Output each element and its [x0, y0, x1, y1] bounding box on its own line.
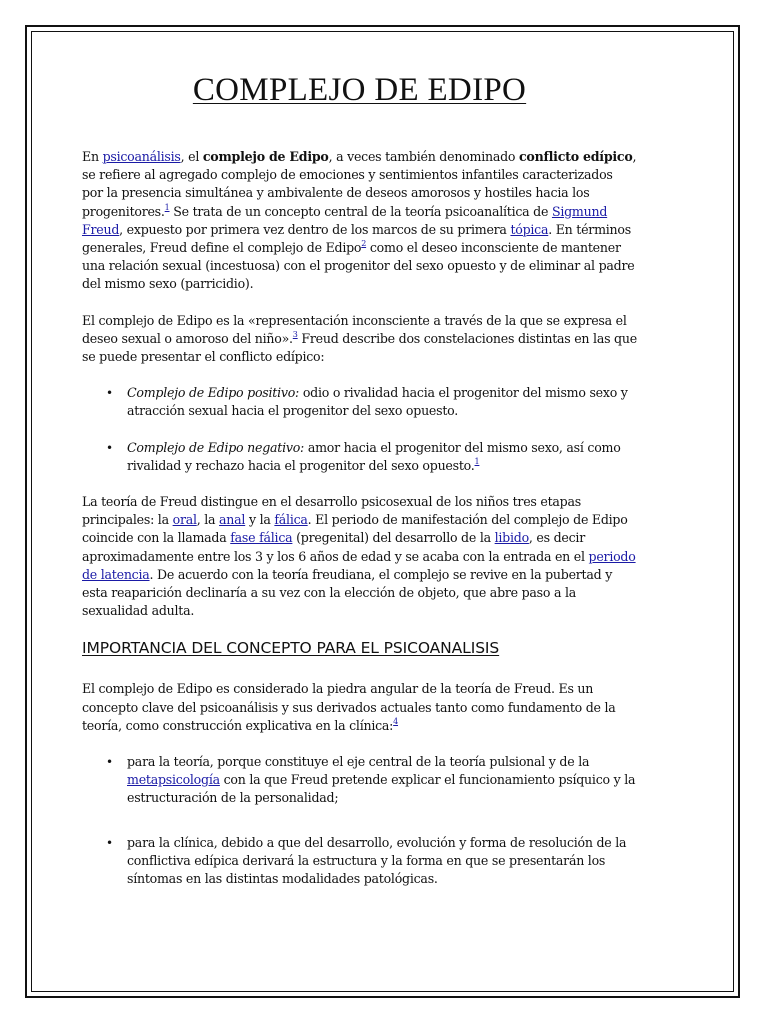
paragraph-importance: El complejo de Edipo es considerado la piedra angular de la teoría de Freud. Es un concepto clave del psicoanálisis y sus derivados actuales tanto como fundamento de la teoría, como construcción explicativa en la clínica:$^4$: [82, 681, 616, 733]
paragraph-definition: El complejo de Edipo es la «representación inconsciente a través de la que se expresa el deseo sexual o amoroso del niño».$^3$ Freud describe dos constelaciones distintas en las que se puede presentar el conflicto edípico:: [82, 312, 637, 365]
link-anal[interactable]: anal: [219, 512, 246, 528]
page-title: COMPLEJO DE EDIPO: [192, 72, 527, 108]
bullet-icon: •: [106, 755, 113, 770]
footnote-link-3[interactable]: 3: [292, 329, 298, 339]
link-oral[interactable]: oral: [172, 512, 197, 528]
link-topica[interactable]: tópica: [510, 221, 549, 237]
bullet-icon: •: [106, 386, 113, 401]
list-item: • para la teoría, porque constituye el eje central de la teoría pulsional y de la metapsicología con la que Freud pretende explicar el funcionamiento psíquico y la estructuración de la personalidad;: [106, 754, 636, 806]
document-body: [82, 70, 637, 906]
paragraph-intro: En psicoanálisis, el complejo de Edipo, a veces también denominado conflicto edípico, se refiere al agregado complejo de emociones y sentimientos infantiles caracterizados por la presencia simultánea y ambivalente de deseos amorosos y hostiles hacia los progenitores.$^1$ Se trata de un concepto central de la teoría psicoanalítica de Sigmund Freud, expuesto por primera vez dentro de los marcos de su primera tópica. En términos generales, Freud define el complejo de Edipo$^2$ como el deseo inconsciente de mantener una relación sexual (incestuosa) con el progenitor del sexo opuesto y de eliminar al padre del mismo sexo (parricidio).: [82, 149, 637, 292]
footnote-link-1[interactable]: 1: [164, 202, 170, 212]
link-periodo-de-latencia[interactable]: periodo de latencia: [82, 548, 636, 582]
section-heading: IMPORTANCIA DEL CONCEPTO PARA EL PSICOANALISIS: [82, 639, 500, 658]
list-item: • para la clínica, debido a que del desarrollo, evolución y forma de resolución de la conflictiva edípica derivará la estructura y la forma en que se presentarán los síntomas en las distintas modalidades patológicas.: [106, 834, 627, 887]
list-item: • Complejo de Edipo negativo: amor hacia el progenitor del mismo sexo, así como rivalidad y rechazo hacia el progenitor del sexo opuesto.$^1$: [106, 439, 621, 473]
link-falica[interactable]: fálica: [274, 512, 308, 528]
term-conflicto-edipico: conflicto edípico: [519, 149, 633, 164]
list-constellations: [82, 384, 637, 475]
link-fase-falica[interactable]: fase fálica: [230, 530, 293, 546]
bullet-icon: •: [106, 835, 113, 850]
footnote-link-2[interactable]: 2: [361, 239, 367, 249]
term-complejo-de-edipo: complejo de Edipo: [202, 149, 329, 164]
footnote-link-4[interactable]: 4: [393, 716, 399, 726]
paragraph-stages: La teoría de Freud distingue en el desarrollo psicosexual de los niños tres etapas principales: la oral, la anal y la fálica. El periodo de manifestación del complejo de Edipo coincide con la llamada fase fálica (pregenital) del desarrollo de la libido, es decir aproximadamente entre los 3 y los 6 años de edad y se acaba con la entrada en el periodo de latencia. De acuerdo con la teoría freudiana, el complejo se revive en la pubertad y esta reaparición declinaría a su vez con la elección de objeto, que abre paso a la sexualidad adulta.: [82, 494, 636, 619]
link-sigmund-freud[interactable]: Sigmund Freud: [82, 203, 608, 237]
list-importance: [82, 753, 637, 888]
link-libido[interactable]: libido: [494, 530, 529, 546]
bullet-icon: •: [106, 440, 113, 455]
link-psicoanalisis[interactable]: psicoanálisis: [102, 149, 181, 164]
link-metapsicologia[interactable]: metapsicología: [127, 772, 220, 788]
list-item: • Complejo de Edipo positivo: odio o rivalidad hacia el progenitor del mismo sexo y atracción sexual hacia el progenitor del sexo opuesto.: [106, 385, 628, 419]
footnote-link-1[interactable]: 1: [474, 456, 480, 466]
